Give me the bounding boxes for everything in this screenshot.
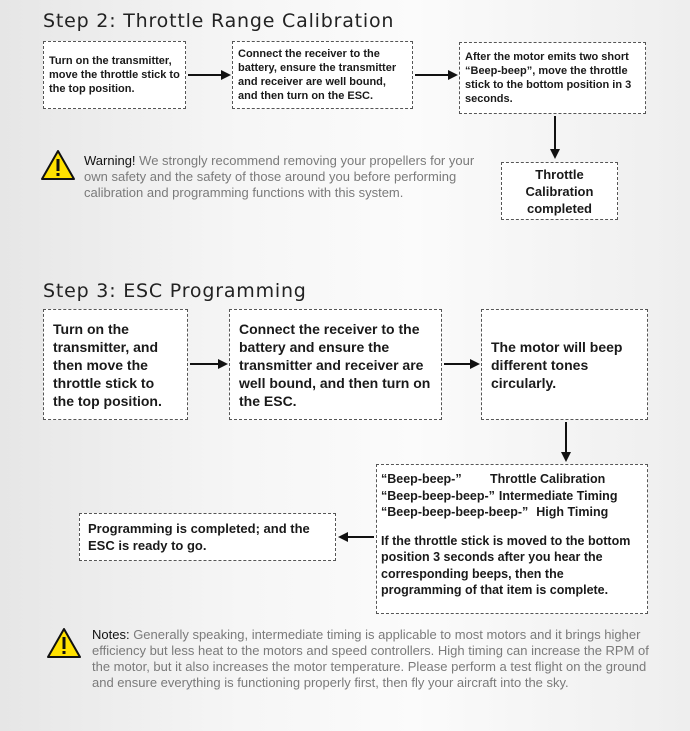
step3-box-motor-beep-tones: The motor will beep different tones circularly. [481,309,648,420]
step2-box-calibration-completed: Throttle Calibration completed [501,162,618,220]
step3-box-connect-receiver: Connect the receiver to the battery and ensure the transmitter and receiver are well bound, and then turn on the ESC. [229,309,442,420]
warning-label: Warning! [84,153,136,168]
beep-item-intermediate: “Beep-beep-beep-” Intermediate Timing [381,488,618,503]
step2-title: Step 2: Throttle Range Calibration [43,10,395,32]
beep-item-high: “Beep-beep-beep-beep-” High Timing [381,505,609,519]
step3-title: Step 3: ESC Programming [43,280,307,302]
step3-box-turn-on-transmitter: Turn on the transmitter, and then move the throttle stick to the top position. [43,309,188,420]
step2-box-turn-on-transmitter: Turn on the transmitter, move the throttle stick to the top position. [43,41,186,109]
warning-text: We strongly recommend removing your propellers for your own safety and the safety of those around you before performing calibration and programming functions with this system. [84,153,475,200]
beep-instruction: If the throttle stick is moved to the bottom position 3 seconds after you hear the corresponding beeps, then the programming of that item is complete. [381,533,631,597]
step3-box-programming-completed: Programming is completed; and the ESC is ready to go. [79,513,336,561]
notes-label: Notes: [92,627,130,642]
notes-text: Generally speaking, intermediate timing is applicable to most motors and it brings higher efficiency but less heat to the motors and speed controllers. High timing can increase the RPM of the motor, but it also increases the motor temperature. Please perform a test flight on the ground and ensure everything is functioning properly first, then fly your aircraft into the sky. [92,627,649,690]
beep-item-throttle: “Beep-beep-” Throttle Calibration [381,472,606,486]
step2-box-motor-beep: After the motor emits two short “Beep-beep”, move the throttle stick to the bottom position in 3 seconds. [459,42,646,114]
step2-box-connect-receiver: Connect the receiver to the battery, ensure the transmitter and receiver are well bound, and then turn on the ESC. [232,41,413,109]
